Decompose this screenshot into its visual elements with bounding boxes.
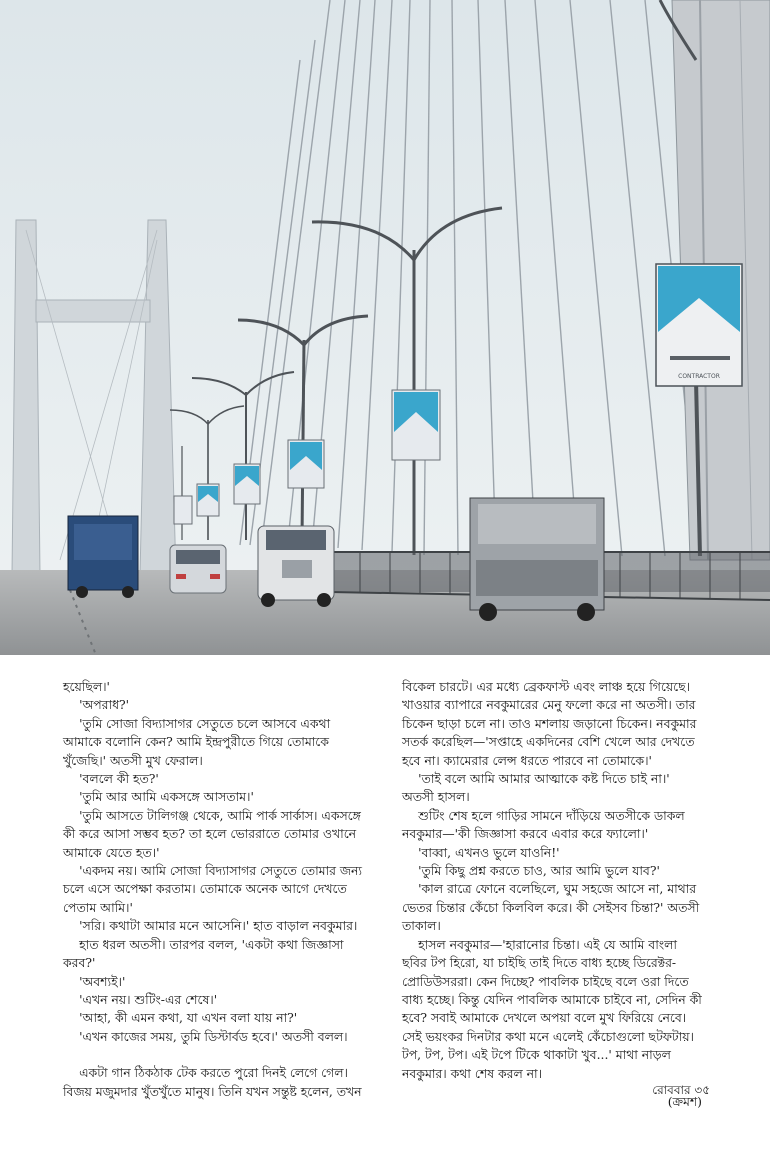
white-suv: [258, 526, 334, 607]
page-footer: রোববার ৩৫: [652, 1083, 710, 1097]
paragraph: হয়েছিল।': [63, 679, 110, 694]
paragraph: 'এখন নয়। শুটিং-এর শেষে।': [79, 991, 218, 1007]
paragraph: 'কাল রাত্রে ফোনে বলেছিলে, ঘুম সহজে আসে না, মাথার ভেতর চিন্তার কেঁচো কিলবিল করে। কী সেইসব চিন্তা?' অতসী তাকাল।: [402, 881, 700, 934]
paragraph: 'তাই বলে আমি আমার আত্মাকে কষ্ট দিতে চাই না।' অতসী হাসল।: [402, 771, 670, 805]
paragraph: 'অপরাধ?': [79, 697, 130, 713]
grey-truck: [470, 498, 604, 621]
banner-caption: CONTRACTOR: [678, 373, 720, 380]
blue-truck: [68, 516, 138, 598]
paragraph: 'সরি। কথাটা আমার মনে আসেনি।' হাত বাড়াল নবকুমার।: [79, 918, 358, 934]
paragraph: 'তুমি আর আমি একসঙ্গে আসতাম।': [79, 789, 254, 805]
paragraph: 'বললে কী হত?': [79, 771, 159, 787]
paragraph: 'তুমি সোজা বিদ্যাসাগর সেতুতে চলে আসবে একথা আমাকে বলোনি কেন? আমি ইন্দ্রপুরীতে গিয়ে তোমাকে খুঁজেছি।' অতসী মুখ ফেরাল।: [63, 715, 331, 768]
article-column-left: [63, 678, 363, 1101]
paragraph: একটা গান ঠিকঠাক টেক করতে পুরো দিনই লেগে গেল। বিজয় মজুমদার খুঁতখুঁতে মানুষ। তিনি যখন সন্তুষ্ট হলেন, তখন: [63, 1065, 362, 1099]
paragraph: 'একদম নয়। আমি সোজা বিদ্যাসাগর সেতুতে তোমার জন্য চলে এসে অপেক্ষা করতাম। তোমাকে অনেক আগে দেখতে পেতাম আমি।': [63, 863, 362, 915]
paragraph: 'বাব্বা, এখনও ভুলে যাওনি!': [418, 844, 560, 860]
continued-label: (ক্রমশ): [667, 1093, 702, 1109]
paragraph: 'অবশ্যই।': [79, 973, 126, 989]
paragraph: 'তুমি কিছু প্রশ্ন করতে চাও, আর আমি ভুলে যাব?': [418, 863, 660, 879]
paragraph: হাসল নবকুমার—'হারানোর চিন্তা। এই যে আমি বাংলা ছবির টপ হিরো, যা চাইছি তাই দিতে বাধ্য হচ্ছে ডিরেক্টর-প্রোডিউসররা। কেন দিচ্ছে? পাবলিক চাইছে বলে ওরা দিতে বাধ্য হচ্ছে। কিন্তু যেদিন পাবলিক আমাকে চাইবে না, সেদিন কী হবে? সবাই আমাকে দেখলে অপয়া বলে মুখ ফিরিয়ে নেবে। সেই ভয়ংকর দিনটার কথা মনে এলেই কেঁচোগুলো ছটফটায়। টপ, টপ, টপ। এই টপে টিকে থাকাটা খুব...' মাথা নাড়ল নবকুমার। কথা শেষ করল না।: [402, 936, 702, 1081]
paragraph: 'তুমি আসতে টালিগঞ্জ থেকে, আমি পার্ক সার্কাস। একসঙ্গে কী করে আসা সম্ভব হত? তা হলে ভোররাতে তোমার ওখানে আমাকে যেতে হত।': [63, 807, 361, 860]
paragraph: 'আহা, কী এমন কথা, যা এখন বলা যায় না?': [79, 1010, 298, 1026]
paragraph: হাত ধরল অতসী। তারপর বলল, 'একটা কথা জিজ্ঞাসা করব?': [63, 936, 344, 971]
paragraph: বিকেল চারটে। এর মধ্যে ব্রেকফাস্ট এবং লাঞ্চ হয়ে গিয়েছে। খাওয়ার ব্যাপারে নবকুমারের মেনু ফলো করে না অতসী। তার চিকেন ছাড়া চলে না। তাও মশলায় জড়ানো চিকেন। নবকুমার সতর্ক করেছিল—'সপ্তাহে একদিনের বেশি খেলে আর দেখতে হবে না। ক্যামেরার লেন্স ধরতে পারবে না তোমাকে।': [402, 679, 697, 768]
article-column-right: [402, 678, 702, 1111]
paragraph: শুটিং শেষ হলে গাড়ির সামনে দাঁড়িয়ে অতসীকে ডাকল নবকুমার—'কী জিজ্ঞাসা করবে এবার করে ফ্যালো।': [402, 807, 685, 842]
paragraph: 'এখন কাজের সময়, তুমি ডিস্টার্বড হবে।' অতসী বলল।: [79, 1028, 348, 1044]
white-car: [170, 545, 226, 593]
